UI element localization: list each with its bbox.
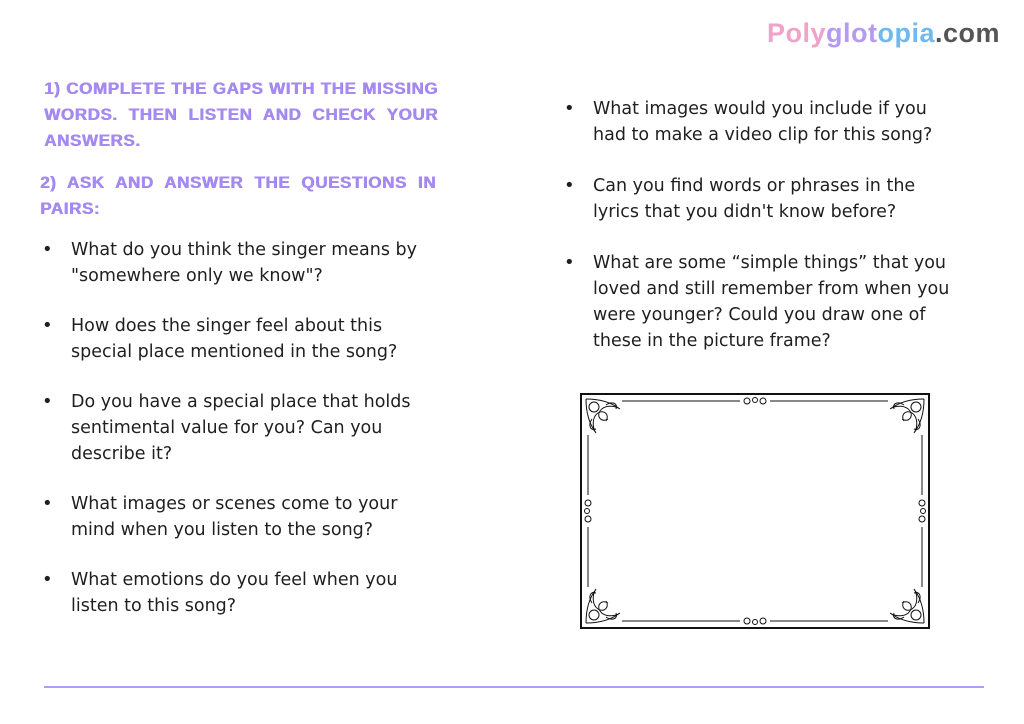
bullet-icon: • (564, 252, 575, 273)
instruction-2: 2) ASK AND ANSWER THE QUESTIONS IN PAIRS: (40, 173, 436, 218)
bullet-icon: • (42, 315, 53, 336)
brand-part-3: opia (877, 18, 935, 48)
picture-frame (580, 393, 930, 629)
list-item (40, 389, 440, 467)
question-text: How does the singer feel about this special place mentioned in the song? (71, 316, 398, 362)
question-text: What do you think the singer means by "somewhere only we know"? (71, 240, 418, 286)
brand-logo (767, 18, 1000, 49)
question-text: What are some “simple things” that you loved and still remember from when you were younger? Could you draw one of these in the picture frame? (593, 253, 950, 351)
question-text: What images or scenes come to your mind when you listen to the song? (71, 494, 398, 540)
ornamental-frame-icon (582, 395, 928, 627)
question-text: Can you find words or phrases in the lyrics that you didn't know before? (593, 176, 916, 222)
instruction-1: 1) COMPLETE THE GAPS WITH THE MISSING WORDS. THEN LISTEN AND CHECK YOUR ANSWERS. (44, 79, 438, 150)
question-text: What emotions do you feel when you listen to this song? (71, 570, 398, 616)
brand-part-1: Poly (766, 18, 826, 48)
bullet-icon: • (42, 493, 53, 514)
bullet-icon: • (564, 98, 575, 119)
bullet-icon: • (42, 569, 53, 590)
question-text: Do you have a special place that holds sentimental value for you? Can you describe it? (71, 392, 411, 464)
bullet-icon: • (42, 239, 53, 260)
bullet-icon: • (42, 391, 53, 412)
bottom-divider (44, 686, 984, 688)
bullet-icon: • (564, 175, 575, 196)
list-item (40, 313, 440, 365)
list-item (562, 250, 962, 354)
brand-part-2: glot (825, 18, 878, 48)
list-item (562, 173, 962, 225)
list-item (40, 567, 440, 619)
list-item (40, 491, 440, 543)
question-list-left (40, 237, 440, 643)
list-item (40, 237, 440, 289)
question-list-right (562, 96, 962, 379)
brand-part-4: .com (934, 18, 1000, 48)
question-text: What images would you include if you had to make a video clip for this song? (593, 99, 933, 145)
list-item (562, 96, 962, 148)
